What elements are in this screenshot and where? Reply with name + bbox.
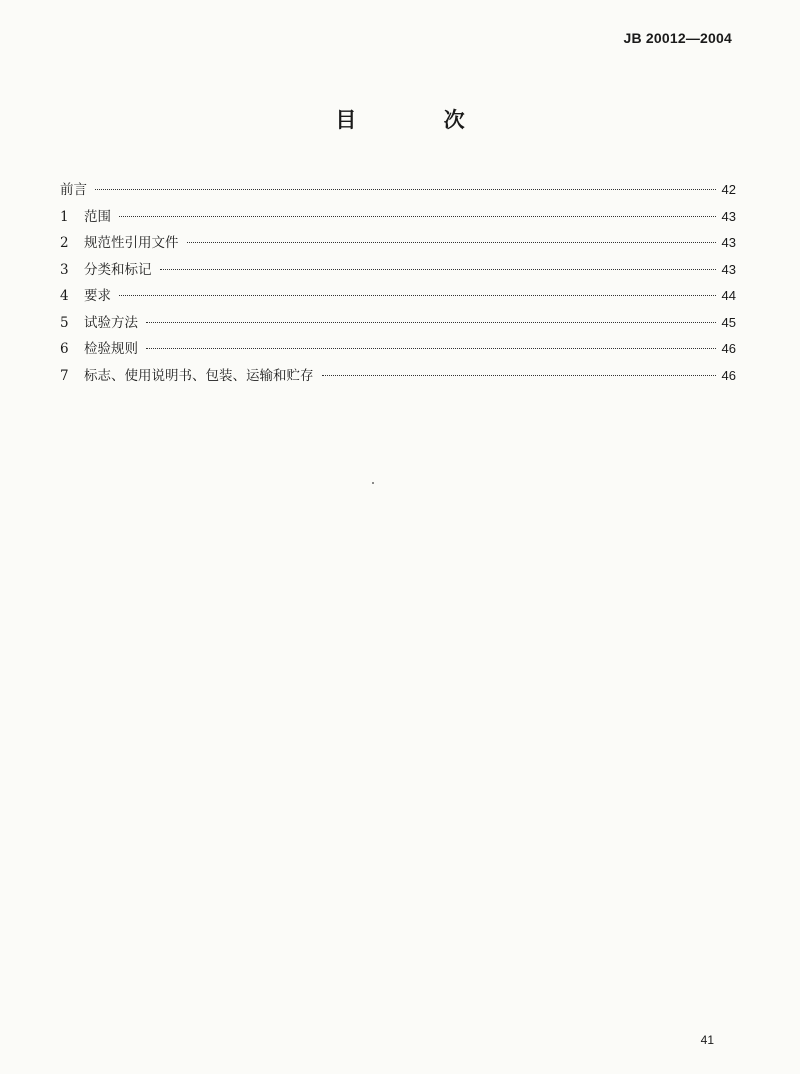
- toc-leader-dots: [95, 189, 716, 190]
- toc-leader-dots: [146, 348, 716, 349]
- toc-leader-dots: [160, 269, 716, 270]
- toc-entry-page: 42: [721, 182, 736, 197]
- toc-entry-page: 46: [721, 341, 736, 356]
- toc-entry-classification: [60, 258, 736, 285]
- toc-entry-label: 试验方法: [84, 314, 138, 331]
- toc-leader-dots: [146, 322, 716, 323]
- toc-entry-number: 3: [60, 261, 69, 278]
- toc-leader-dots: [187, 242, 716, 243]
- toc-entry-label: 分类和标记: [84, 261, 152, 278]
- toc-entry-label: 检验规则: [84, 341, 138, 357]
- toc-entry-label: 规范性引用文件: [84, 235, 179, 251]
- toc-entry-normative-references: [60, 231, 736, 258]
- toc-entry-page: 43: [721, 261, 736, 277]
- toc-entry-label: 要求: [84, 288, 111, 304]
- toc-entry-label: 标志、使用说明书、包装、运输和贮存: [84, 367, 314, 384]
- toc-entry-number: 5: [60, 314, 69, 331]
- toc-entry-number: 6: [60, 341, 69, 357]
- toc-entry-label: 范围: [84, 208, 111, 225]
- toc-entry-requirements: [60, 284, 736, 311]
- toc-entry-number: 4: [60, 288, 69, 304]
- toc-entry-inspection-rules: [60, 337, 736, 364]
- toc-entry-label: 前言: [60, 182, 87, 198]
- page-number: 41: [700, 1033, 714, 1047]
- table-of-contents: [60, 178, 736, 390]
- scan-speck: [372, 482, 374, 484]
- toc-entry-number: 1: [60, 208, 69, 225]
- toc-leader-dots: [119, 295, 716, 296]
- toc-entry-number: 2: [60, 235, 69, 251]
- toc-entry-test-methods: [60, 311, 736, 338]
- toc-entry-scope: [60, 205, 736, 232]
- toc-title: 目 次: [335, 108, 505, 132]
- toc-entry-page: 44: [721, 288, 736, 303]
- toc-entry-foreword: [60, 178, 736, 205]
- toc-leader-dots: [322, 375, 716, 376]
- toc-entry-page: 43: [721, 208, 736, 224]
- toc-entry-marking-packaging: [60, 364, 736, 391]
- toc-entry-number: 7: [60, 367, 69, 384]
- toc-entry-page: 43: [721, 235, 736, 250]
- toc-entry-page: 45: [721, 314, 736, 330]
- toc-entry-page: 46: [721, 367, 736, 383]
- toc-leader-dots: [119, 216, 716, 217]
- standard-number: JB 20012—2004: [623, 30, 732, 46]
